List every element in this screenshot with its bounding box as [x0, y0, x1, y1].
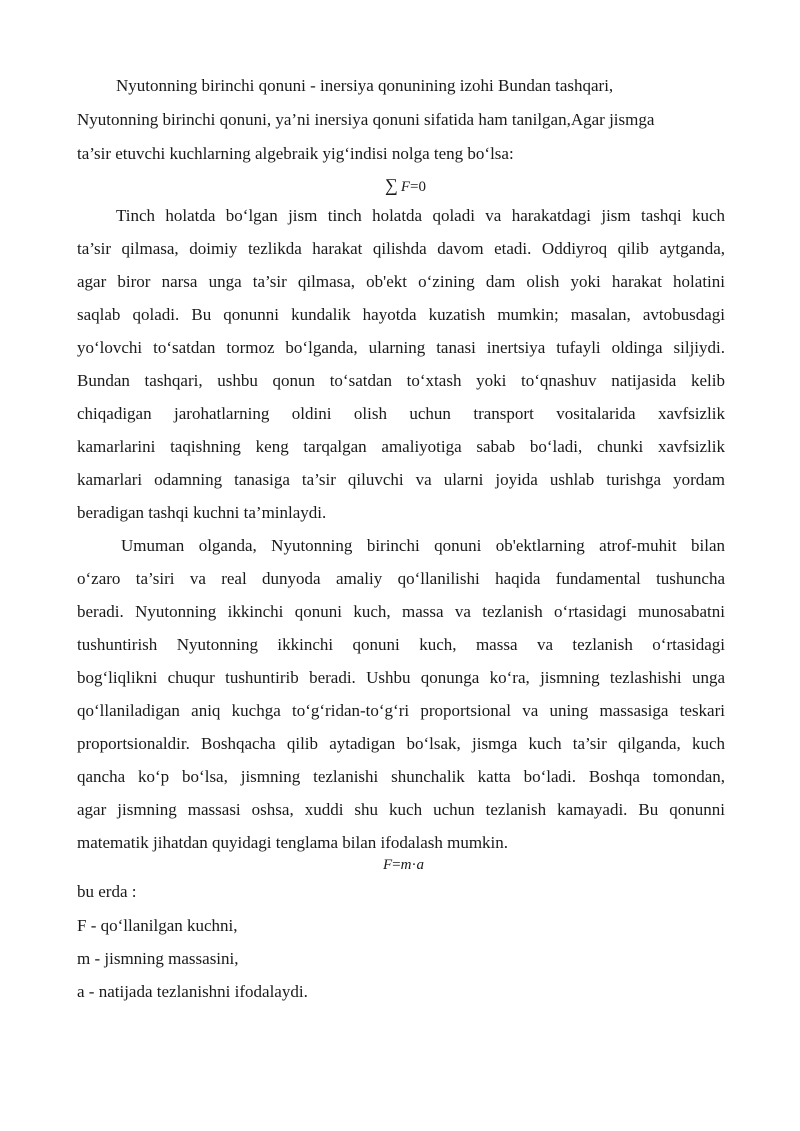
paragraph-1-line-2: Nyutonning birinchi qonuni, ya’ni inersiya qonuni sifatida ham tanilgan,Agar jismga: [77, 110, 655, 129]
paragraph-3-line-8: qancha ko‘p bo‘lsa, jismning tezlanishi shunchalik katta bo‘ladi. Boshqa tomondan,: [77, 767, 725, 786]
formula-equals-zero: =0: [410, 179, 426, 195]
paragraph-2-line-5: yo‘lovchi to‘satdan tormoz bo‘lganda, ularning tanasi inertsiya tufayli oldinga siljiydi.: [77, 338, 725, 357]
formula-dot: ·: [411, 857, 417, 873]
definition-force: F - qo‘llanilgan kuchni,: [77, 916, 238, 935]
definition-mass: m - jismning massasini,: [77, 949, 239, 968]
paragraph-3-line-5: bog‘liqlikni chuqur tushuntirib beradi. Ushbu qonunga ko‘ra, jismning tezlashishi unga: [77, 668, 725, 687]
paragraph-2-line-1: Tinch holatda bo‘lgan jism tinch holatda qoladi va harakatdagi jism tashqi kuch: [116, 206, 725, 225]
paragraph-2-line-2: ta’sir qilmasa, doimiy tezlikda harakat qilishda davom etadi. Oddiyroq qilib aytganda,: [77, 239, 725, 258]
definitions-intro: bu erda :: [77, 882, 137, 901]
sum-force-formula: [385, 175, 426, 197]
formula-force-symbol: F: [383, 857, 393, 873]
formula-force-symbol: F: [400, 179, 411, 195]
paragraph-3-line-4: tushuntirish Nyutonning ikkinchi qonuni kuch, massa va tezlanish o‘rtasidagi: [77, 635, 725, 654]
formula-acceleration-symbol: a: [416, 857, 424, 873]
paragraph-2-line-6: Bundan tashqari, ushbu qonun to‘satdan to‘xtash yoki to‘qnashuv natijasida kelib: [77, 371, 725, 390]
paragraph-2-line-9: kamarlari odamning tanasiga ta’sir qiluvchi va ularni joyida ushlab turishga yordam: [77, 470, 725, 489]
sum-symbol: ∑: [385, 175, 398, 195]
paragraph-1-line-1: Nyutonning birinchi qonuni - inersiya qonunining izohi Bundan tashqari,: [116, 76, 614, 95]
formula-mass-symbol: m: [400, 857, 412, 873]
paragraph-2-line-7: chiqadigan jarohatlarning oldini olish uchun transport vositalarida xavfsizlik: [77, 404, 725, 423]
paragraph-3-line-9: agar jismning massasi oshsa, xuddi shu kuch uchun tezlanish kamayadi. Bu qonunni: [77, 800, 725, 819]
paragraph-3-line-6: qo‘llaniladigan aniq kuchga to‘g‘ridan-to‘g‘ri proportsional va uning massasiga teskari: [77, 701, 725, 720]
paragraph-2-line-3: agar biror narsa unga ta’sir qilmasa, ob'ekt o‘zining dam olish yoki harakat holatini: [77, 272, 725, 291]
paragraph-1-line-3: ta’sir etuvchi kuchlarning algebraik yig‘indisi nolga teng bo‘lsa:: [77, 144, 514, 163]
paragraph-3-line-2: o‘zaro ta’siri va real dunyoda amaliy qo‘llanilishi haqida fundamental tushuncha: [77, 569, 725, 588]
newton-second-law-formula: [383, 855, 424, 875]
paragraph-3-line-7: proportsionaldir. Boshqacha qilib aytadigan bo‘lsak, jismga kuch ta’sir qilganda, kuch: [77, 734, 725, 753]
definition-acceleration: a - natijada tezlanishni ifodalaydi.: [77, 982, 308, 1001]
formula-equals: =: [392, 857, 401, 873]
paragraph-3-line-3: beradi. Nyutonning ikkinchi qonuni kuch, massa va tezlanish o‘rtasidagi munosabatni: [77, 602, 725, 621]
paragraph-2-line-8: kamarlarini taqishning keng tarqalgan amaliyotiga sabab bo‘ladi, chunki xavfsizlik: [77, 437, 725, 456]
paragraph-3-line-1: Umuman olganda, Nyutonning birinchi qonuni ob'ektlarning atrof-muhit bilan: [121, 536, 725, 555]
paragraph-2-line-4: saqlab qoladi. Bu qonunni kundalik hayotda kuzatish mumkin; masalan, avtobusdagi: [77, 305, 725, 324]
paragraph-2-line-10: beradigan tashqi kuchni ta’minlaydi.: [77, 503, 327, 522]
paragraph-3-line-10: matematik jihatdan quyidagi tenglama bilan ifodalash mumkin.: [77, 833, 509, 852]
